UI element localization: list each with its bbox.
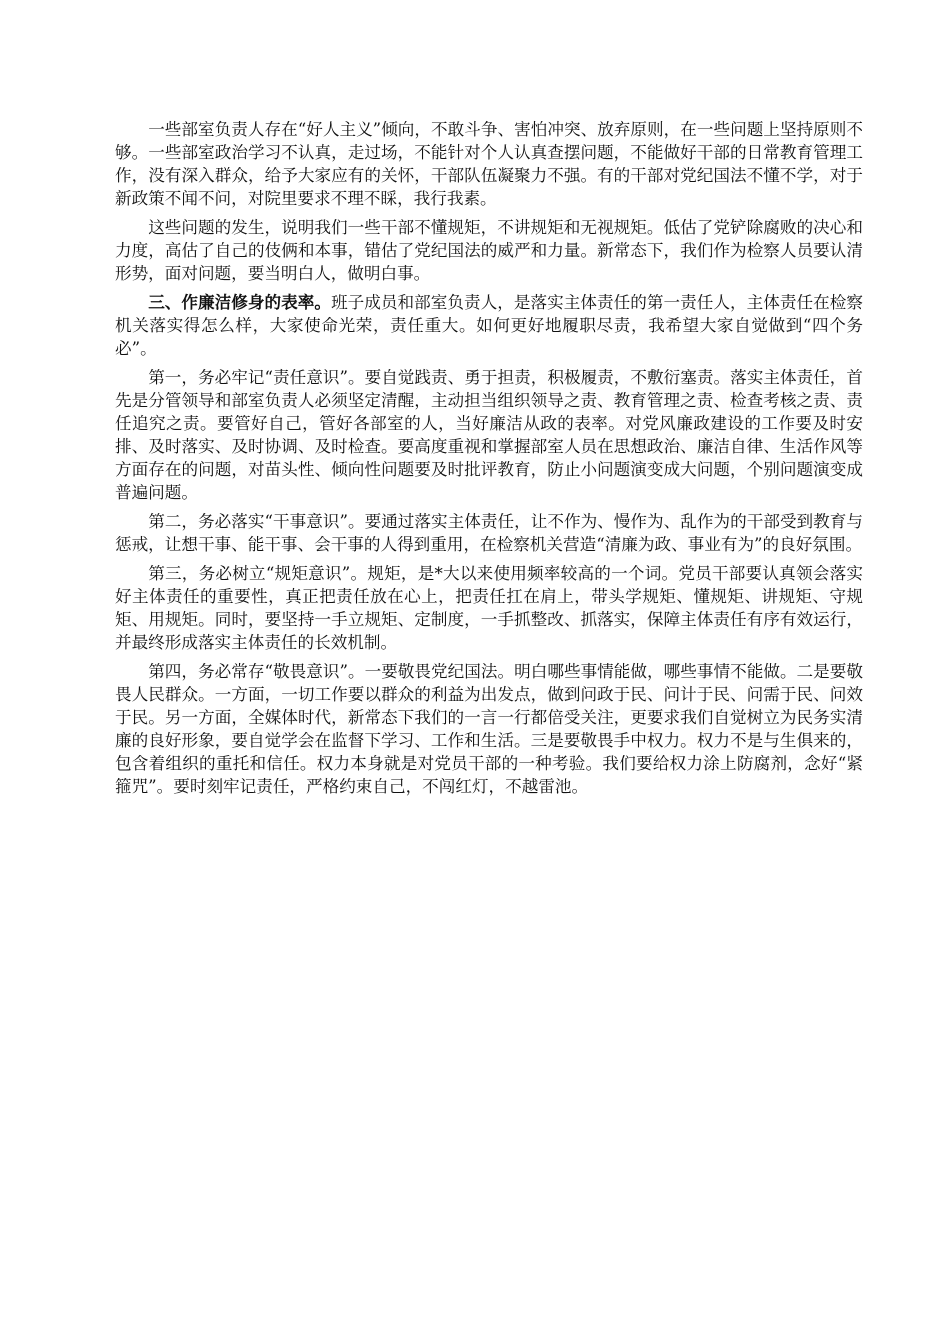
paragraph-2 <box>115 216 863 285</box>
paragraph-6 <box>115 562 863 654</box>
paragraph-3 <box>115 291 863 360</box>
paragraph-6-text: 第三，务必树立“规矩意识”。规矩，是*大以来使用频率较高的一个词。党员干部要认真领会落实好主体责任的重要性，真正把责任放在心上，把责任扛在肩上，带头学规矩、懂规矩、讲规矩、守规矩、用规矩。同时，要坚持一手立规矩、定制度，一手抓整改、抓落实，保障主体责任有序有效运行，并最终形成落实主体责任的长效机制。 <box>115 564 863 652</box>
paragraph-7 <box>115 660 863 798</box>
paragraph-7-text: 第四，务必常存“敬畏意识”。一要敬畏党纪国法。明白哪些事情能做，哪些事情不能做。二是要敬畏人民群众。一方面，一切工作要以群众的利益为出发点，做到问政于民、问计于民、问需于民、问效于民。另一方面，全媒体时代，新常态下我们的一言一行都倍受关注，更要求我们自觉树立为民务实清廉的良好形象，要自觉学会在监督下学习、工作和生活。三是要敬畏手中权力。权力不是与生俱来的，包含着组织的重托和信任。权力本身就是对党员干部的一种考验。我们要给权力涂上防腐剂，念好“紧箍咒”。要时刻牢记责任，严格约束自己，不闯红灯，不越雷池。 <box>115 662 863 796</box>
paragraph-3-text: 班子成员和部室负责人，是落实主体责任的第一责任人，主体责任在检察机关落实得怎么样，大家使命光荣，责任重大。如何更好地履职尽责，我希望大家自觉做到“四个务必”。 <box>115 293 864 358</box>
paragraph-4 <box>115 366 863 504</box>
paragraph-5-text: 第二，务必落实“干事意识”。要通过落实主体责任，让不作为、慢作为、乱作为的干部受到教育与惩戒，让想干事、能干事、会干事的人得到重用，在检察机关营造“清廉为政、事业有为”的良好氛围。 <box>115 512 863 554</box>
section-heading: 三、作廉洁修身的表率。 <box>148 293 332 312</box>
paragraph-4-text: 第一，务必牢记“责任意识”。要自觉践责、勇于担责，积极履责，不敷衍塞责。落实主体责任，首先是分管领导和部室负责人必须坚定清醒，主动担当组织领导之责、教育管理之责、检查考核之责、责任追究之责。要管好自己，管好各部室的人，当好廉洁从政的表率。对党风廉政建设的工作要及时安排、及时落实、及时协调、及时检查。要高度重视和掌握部室人员在思想政治、廉洁自律、生活作风等方面存在的问题，对苗头性、倾向性问题要及时批评教育，防止小问题演变成大问题，个别问题演变成普遍问题。 <box>115 368 863 502</box>
paragraph-1 <box>115 118 863 210</box>
document-body <box>115 118 863 804</box>
paragraph-5 <box>115 510 863 556</box>
paragraph-1-text: 一些部室负责人存在“好人主义”倾向，不敢斗争、害怕冲突、放弃原则，在一些问题上坚持原则不够。一些部室政治学习不认真，走过场，不能针对个人认真查摆问题，不能做好干部的日常教育管理工作，没有深入群众，给予大家应有的关怀，干部队伍凝聚力不强。有的干部对党纪国法不懂不学，对于新政策不闻不问，对院里要求不理不睬，我行我素。 <box>115 120 863 208</box>
paragraph-2-text: 这些问题的发生，说明我们一些干部不懂规矩，不讲规矩和无视规矩。低估了党铲除腐败的决心和力度，高估了自己的伎俩和本事，错估了党纪国法的威严和力量。新常态下，我们作为检察人员要认清形势，面对问题，要当明白人，做明白事。 <box>115 218 863 283</box>
